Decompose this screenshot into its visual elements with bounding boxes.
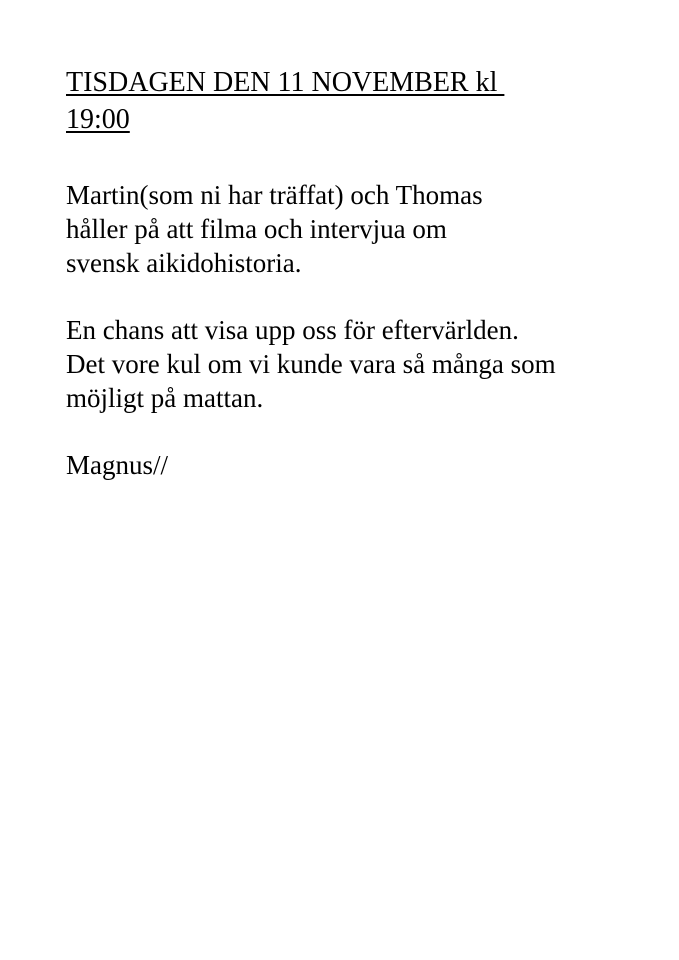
text-line: håller på att filma och intervjua om <box>66 214 447 244</box>
text-line: En chans att visa upp oss för eftervärlden. <box>66 315 519 345</box>
paragraph-filming <box>66 178 646 280</box>
paragraph-invitation <box>66 313 646 415</box>
text-line: Det vore kul om vi kunde vara så många som <box>66 349 556 379</box>
text-line: svensk aikidohistoria. <box>66 248 302 278</box>
document-heading <box>66 64 646 138</box>
signature <box>66 448 646 482</box>
text-line: möjligt på mattan. <box>66 383 264 413</box>
heading-line: TISDAGEN DEN 11 NOVEMBER kl <box>66 67 505 98</box>
heading-line: 19:00 <box>66 104 130 135</box>
signature-text: Magnus// <box>66 450 169 480</box>
document-page <box>66 64 646 482</box>
text-line: Martin(som ni har träffat) och Thomas <box>66 180 483 210</box>
